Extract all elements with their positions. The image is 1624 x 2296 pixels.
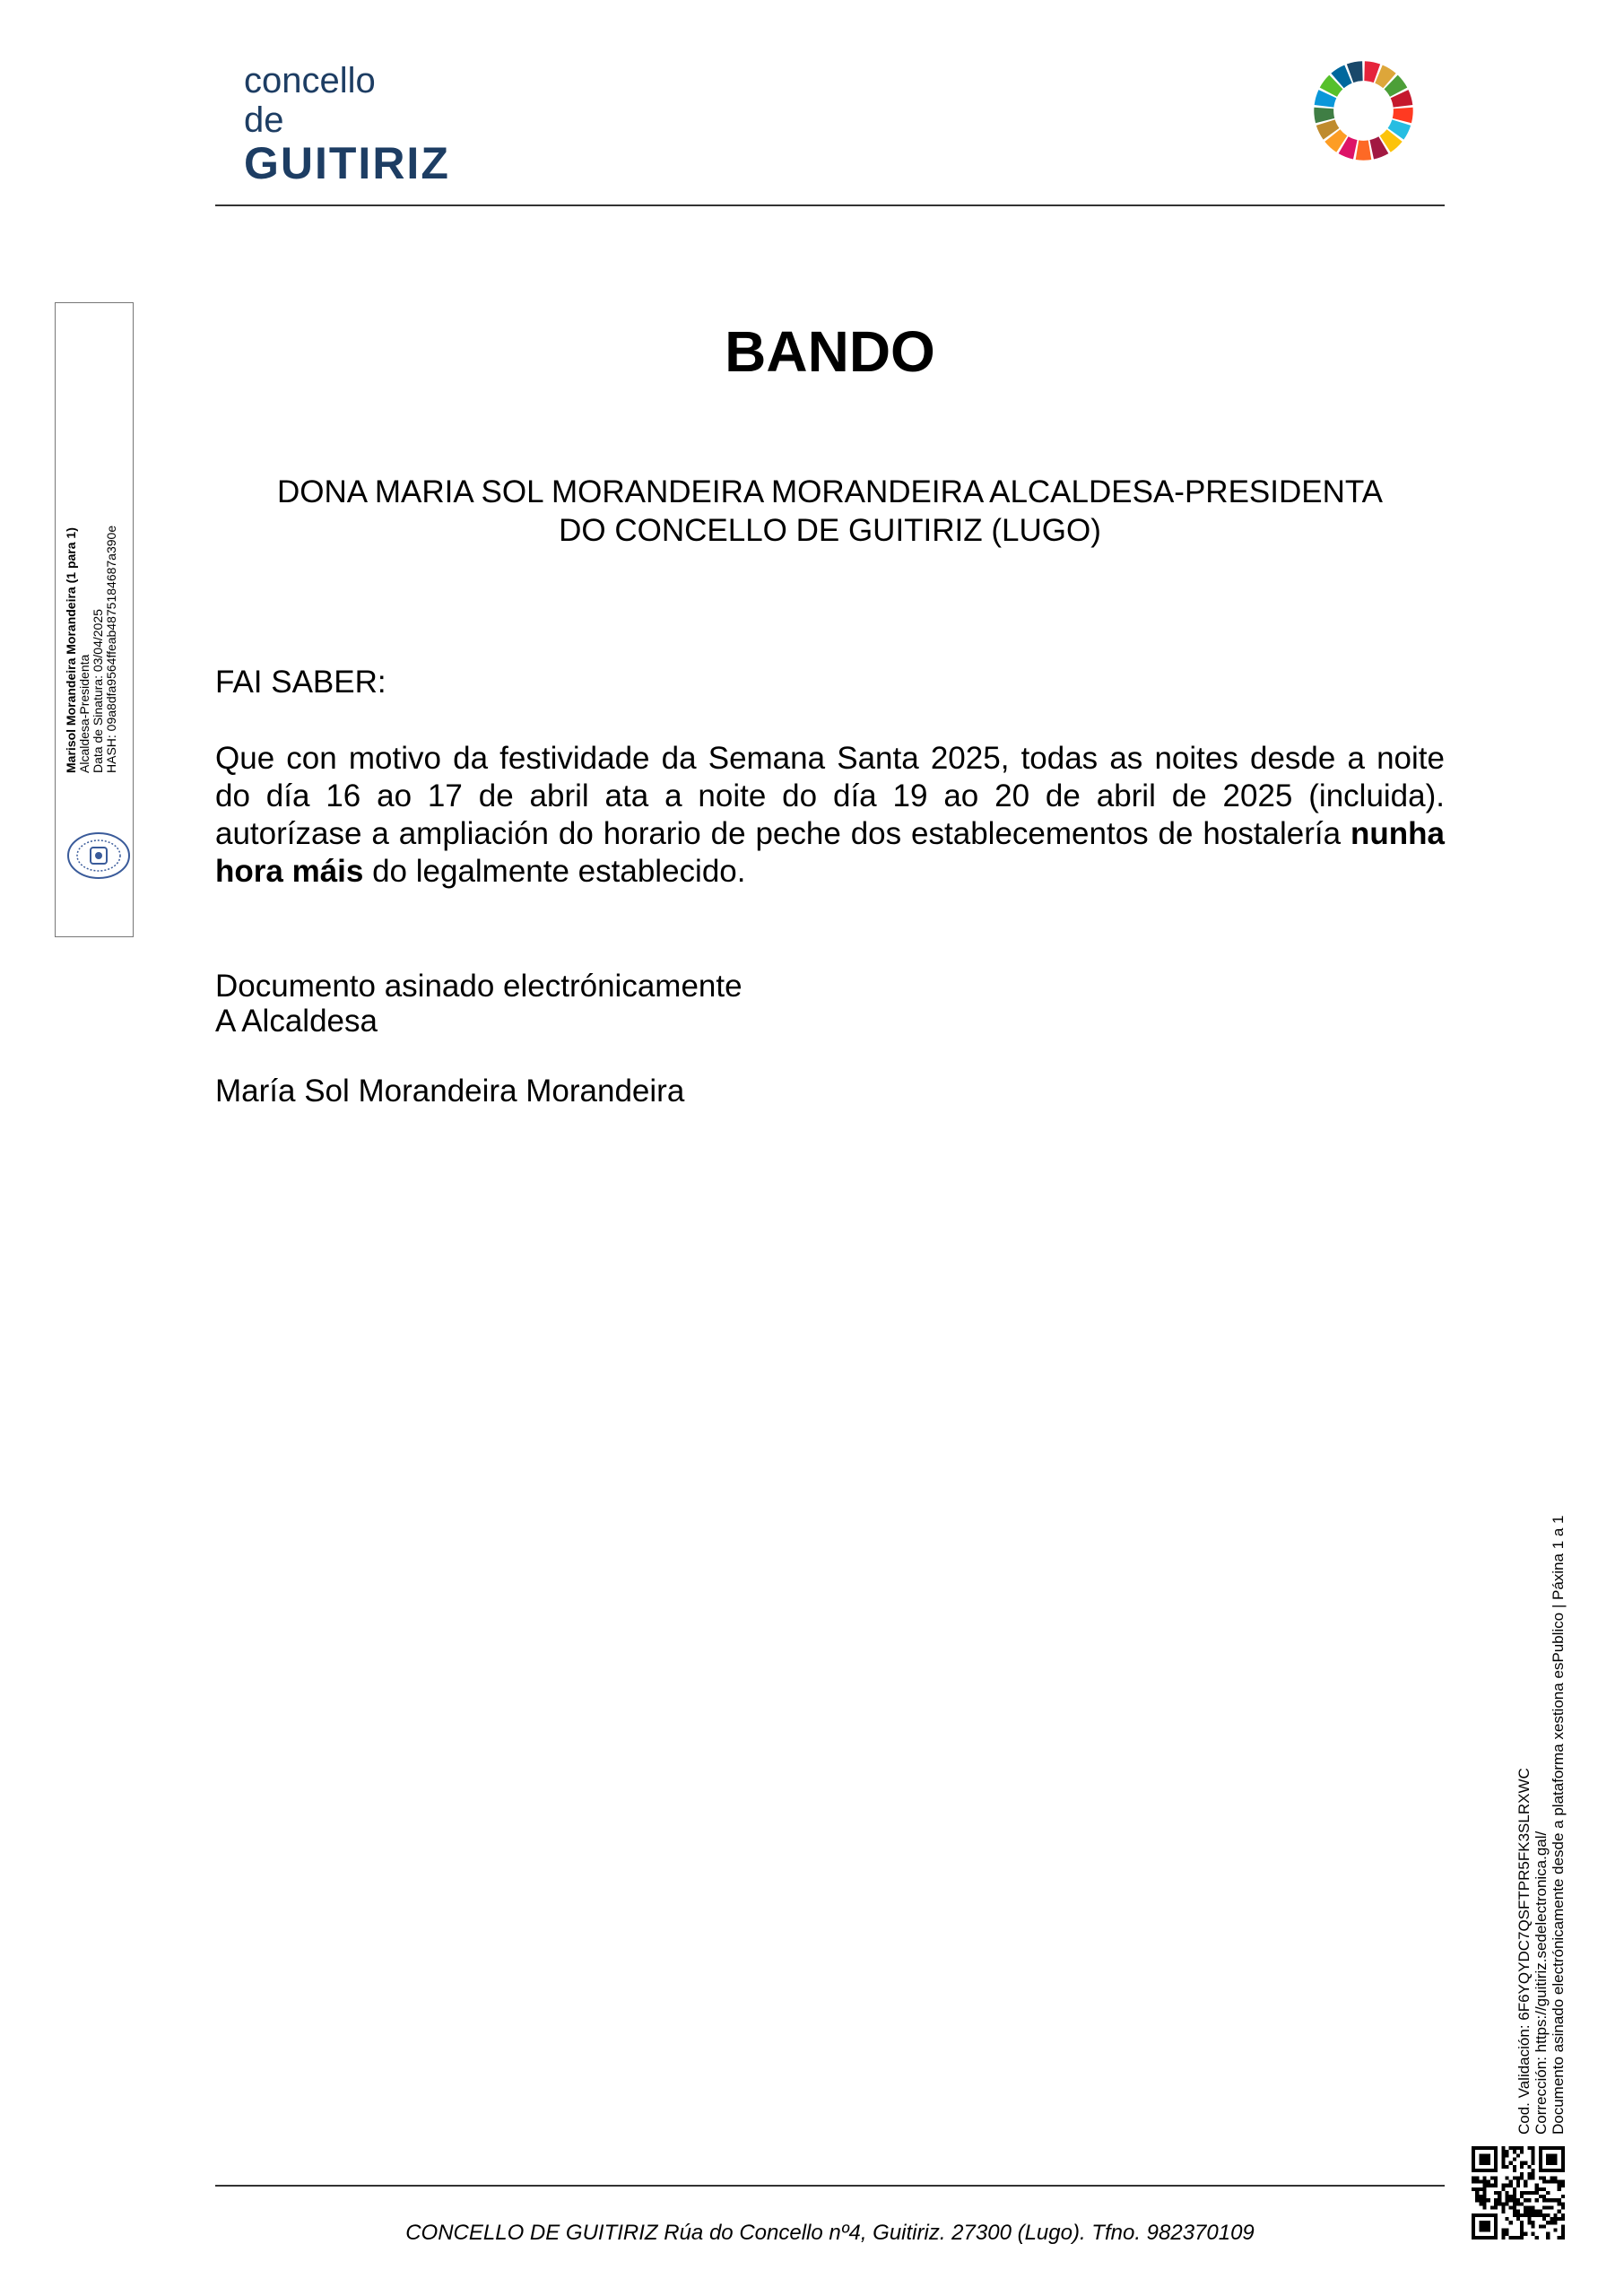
footer-divider [215, 2185, 1445, 2187]
validation-code: Cod. Validación: 6F6YQYDC7QSFTPR5FK3SLRXWC [1515, 1768, 1533, 2135]
validation-text [1515, 1417, 1567, 2135]
signer-name: María Sol Morandeira Morandeira [215, 1074, 685, 1109]
validation-note: Documento asinado electrónicamente desde a plataforma xestiona esPublico | Páxina 1 a 1 [1550, 1515, 1567, 2135]
signature-role: Alcaldesa-Presidenta [77, 654, 91, 773]
signer-role: A Alcaldesa [215, 1004, 378, 1039]
footer-address: CONCELLO DE GUITIRIZ Rúa do Concello nº4, Guitiriz. 27300 (Lugo). Tfno. 982370109 [405, 2221, 1255, 2245]
official-seal-icon [65, 831, 133, 881]
qr-code-icon [1472, 2146, 1565, 2239]
paragraph-text-1: Que con motivo da festividade da Semana Santa 2025, todas as noites desde a noite do día 16 ao 17 de abril ata a noite do día 19 ao 20 de abril de 2025 (incluida). autorízase a ampliación do horario de peche dos establecementos de hostalería [215, 741, 1445, 851]
concello-logo [244, 61, 450, 188]
heading-line1: DONA MARIA SOL MORANDEIRA MORANDEIRA ALCALDESA-PRESIDENTA [276, 474, 1384, 509]
signature-hash: HASH: 09a8dfa9564ffeab4875184687a390e [104, 525, 118, 773]
signature-panel-text [65, 486, 118, 773]
signature-date: Data de Sinatura: 03/04/2025 [91, 609, 105, 773]
document-title: BANDO [725, 319, 935, 384]
validation-url: Corrección: https://guitiriz.sedelectronica.gal/ [1533, 1831, 1550, 2135]
signed-electronically: Documento asinado electrónicamente [215, 969, 743, 1004]
signature-name: Marisol Morandeira Morandeira (1 para 1) [64, 527, 78, 773]
main-paragraph [215, 740, 1445, 891]
paragraph-bold: nunha hora máis [215, 816, 1445, 889]
logo-line1: concello de [244, 61, 376, 140]
heading-line2: DO CONCELLO DE GUITIRIZ (LUGO) [559, 513, 1101, 548]
fai-saber: FAI SABER: [215, 665, 386, 700]
logo-line2: GUITIRIZ [244, 138, 450, 188]
header-divider [215, 204, 1445, 206]
document-heading [215, 473, 1445, 550]
sdg-wheel-icon [1312, 59, 1415, 162]
signature-block [215, 969, 1445, 1039]
sdg-segment [1356, 140, 1372, 160]
paragraph-text-2: do legalmente establecido. [363, 854, 746, 889]
